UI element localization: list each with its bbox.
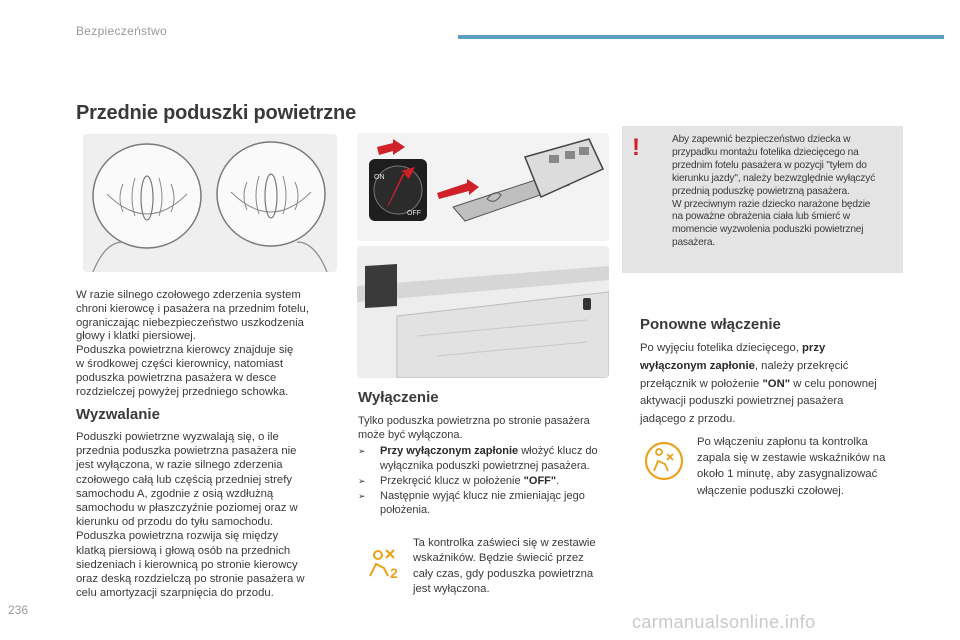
text-line: cały czas, gdy poduszka powietrzna xyxy=(413,567,594,580)
reenable-heading: Ponowne włączenie xyxy=(640,316,781,333)
text-line: rozdzielczej powyżej przedniego schowka. xyxy=(76,385,289,398)
text-line: wskaźników. Będzie świecić przez xyxy=(413,552,584,565)
text-line: jest wyłączona, w razie silnego zderzenia xyxy=(76,459,283,472)
text-span: Po wyjęciu fotelika dziecięcego, xyxy=(640,342,803,354)
section-label: Bezpieczeństwo xyxy=(76,24,167,38)
warning-box xyxy=(622,126,903,273)
text-line: położenia. xyxy=(380,504,431,517)
text-line: głowy i klatki piersiowej. xyxy=(76,330,196,343)
disable-step-1 xyxy=(358,444,620,472)
bold-text: przy xyxy=(802,342,826,354)
text-line: około 1 minutę, aby zasygnalizować xyxy=(697,468,878,481)
airbag-deployment-figure xyxy=(83,134,337,272)
step-arrow-icon: ➢ xyxy=(358,475,366,486)
text-line: pasażera. xyxy=(672,237,715,249)
disable-heading: Wyłączenie xyxy=(358,389,439,406)
text-line: Po włączeniu zapłonu ta kontrolka xyxy=(697,436,868,448)
text-line: przednią poduszkę powietrzną pasażera. xyxy=(672,185,850,197)
text-span: w celu ponownej xyxy=(790,377,877,390)
text-line: kierunku od przodu do tyłu samochodu. xyxy=(76,516,274,529)
switch-on-label: ON xyxy=(374,174,385,181)
text-span: przełącznik w położenie xyxy=(640,377,763,390)
disable-step-2 xyxy=(358,474,620,488)
text-span: Przekręcić klucz w położenie xyxy=(380,474,524,487)
text-line: aktywacji poduszki powietrznej pasażera xyxy=(640,395,844,408)
bold-text: "OFF" xyxy=(523,474,557,487)
infotainment-screen xyxy=(365,264,397,308)
reenable-indicator-text xyxy=(697,434,912,499)
airbag-off-warning-icon xyxy=(366,546,402,580)
trigger-heading: Wyzwalanie xyxy=(76,406,160,423)
text-line: jadącego z przodu. xyxy=(640,413,736,426)
disable-step-3 xyxy=(358,489,620,517)
text-line: Tylko poduszka powietrzna po stronie pasażera xyxy=(358,415,590,427)
text-line: poduszka powietrzna pasażera w desce xyxy=(76,371,277,384)
text-line: Ta kontrolka zaświeci się w zestawie xyxy=(413,537,596,549)
bold-text: "ON" xyxy=(762,377,791,390)
bold-text: wyłączonym zapłonie xyxy=(640,359,755,372)
text-line: Następnie wyjąć klucz nie zmieniając jego xyxy=(380,490,585,503)
text-line: W przeciwnym razie dziecko narażone będzie xyxy=(672,198,871,210)
reenable-paragraph xyxy=(640,340,910,429)
key-switch-figure xyxy=(357,133,609,241)
text-line: oraz deską rozdzielczą po stronie pasażera w xyxy=(76,573,305,586)
step-arrow-icon: ➢ xyxy=(358,446,366,457)
text-line: kierunku jazdy", należy bezwzględnie wyłączyć xyxy=(672,172,875,184)
dashboard-figure xyxy=(357,246,609,378)
trigger-paragraph xyxy=(76,430,346,600)
text-line: momencie wyzwolenia poduszki powietrznej xyxy=(672,224,864,236)
text-line: przednia poduszka powietrzna pasażera nie xyxy=(76,445,297,458)
warning-exclamation-icon: ! xyxy=(632,134,640,161)
text-line: czołowego całą lub częścią przedniej strefy xyxy=(76,473,293,486)
text-line: wyłącznika poduszki powietrznej pasażera. xyxy=(380,459,590,472)
svg-text:2: 2 xyxy=(390,565,398,580)
page-number: 236 xyxy=(8,603,29,617)
text-line: Aby zapewnić bezpieczeństwo dziecka w xyxy=(672,134,851,145)
text-line: samochodu A, zgodnie z osią wzdłużną xyxy=(76,487,274,500)
airbag-switch-location xyxy=(583,298,591,310)
airbag-switch xyxy=(369,159,427,221)
text-line: może być wyłączona. xyxy=(358,429,463,442)
text-line: przypadku montażu fotelika dziecięcego na xyxy=(672,146,859,158)
switch-off-label: OFF xyxy=(407,210,421,217)
intro-paragraph xyxy=(76,289,346,399)
text-line: chroni kierowcę i pasażera na przednim fotelu, xyxy=(76,302,309,315)
bold-text: Przy wyłączonym zapłonie xyxy=(380,445,519,458)
warning-text xyxy=(672,134,894,250)
step-arrow-icon: ➢ xyxy=(358,491,366,502)
text-line: włączenie poduszki czołowej. xyxy=(697,484,844,497)
text-span: , należy przekręcić xyxy=(754,359,849,372)
text-line: klatką piersiową i głową osób na przednich xyxy=(76,544,291,557)
airbag-warning-icon xyxy=(643,440,685,482)
page-title: Przednie poduszki powietrzne xyxy=(76,102,356,124)
text-line: celu amortyzacji szarpnięcia do przodu. xyxy=(76,587,274,600)
text-line: samochodu w płaszczyźnie poziomej oraz w xyxy=(76,502,298,515)
text-line: przednim fotelu pasażera w pozycji "tyłem do xyxy=(672,159,867,171)
disable-indicator-text xyxy=(413,536,618,598)
text-line: Poduszka powietrzna rozwija się między xyxy=(76,530,279,543)
disable-paragraph xyxy=(358,414,620,518)
header-rule xyxy=(458,35,944,39)
text-span: . xyxy=(556,474,560,487)
text-line: siedzeniach i kierownicą po stronie kierowcy xyxy=(76,558,298,571)
text-line: na poważne obrażenia ciała lub śmierć w xyxy=(672,211,850,223)
text-line: Poduszki powietrzne wyzwalają się, o ile xyxy=(76,431,279,443)
text-span: włożyć klucz do xyxy=(518,445,598,458)
watermark: carmanualsonline.info xyxy=(632,612,816,632)
text-line: W razie silnego czołowego zderzenia system xyxy=(76,289,301,301)
text-line: Poduszka powietrzna kierowcy znajduje się xyxy=(76,344,294,357)
text-line: ograniczając niebezpieczeństwo uszkodzenia xyxy=(76,316,304,329)
text-line: jest wyłączona. xyxy=(413,583,490,596)
text-line: zapala się w zestawie wskaźników na xyxy=(697,452,886,465)
text-line: w środkowej części kierownicy, natomiast xyxy=(76,357,283,370)
